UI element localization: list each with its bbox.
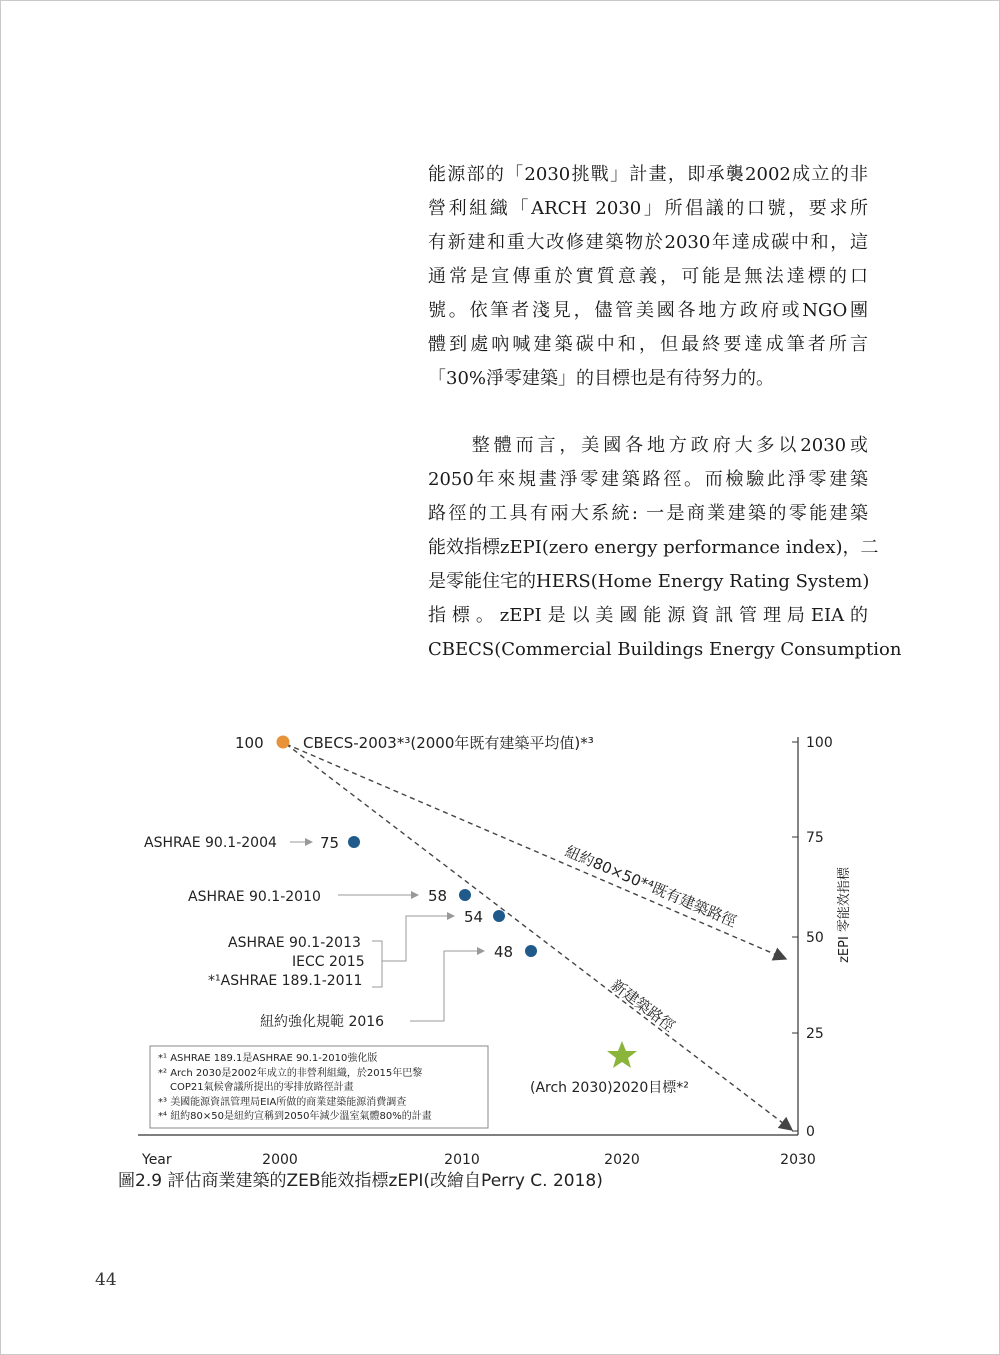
- page-number: 44: [95, 1270, 117, 1290]
- y-axis-title: zEPI 零能效指標: [837, 867, 852, 963]
- existing-path-label: 紐約80×50*⁴既有建築路徑: [562, 842, 740, 931]
- text-line: 2050年來規畫淨零建築路徑。而檢驗此淨零建築: [428, 469, 868, 490]
- text-line: 「30%淨零建築」的目標也是有待努力的。: [428, 368, 775, 389]
- y-tick-label: 50: [806, 930, 824, 946]
- ashrae-189-label: *¹ASHRAE 189.1-2011: [208, 973, 363, 989]
- target-label: (Arch 2030)2020目標*²: [530, 1080, 689, 1096]
- arrow-line: [410, 951, 484, 1021]
- chart-point-ashrae-2004: [348, 836, 360, 848]
- point-value-label: 75: [320, 834, 340, 852]
- cbecs-label: CBECS-2003*³(2000年既有建築平均值)*³: [303, 734, 594, 752]
- text-line: 指標。zEPI是以美國能源資訊管理局EIA的: [428, 605, 868, 626]
- note-line: *⁴ 紐約80×50是紐約宣稱到2050年減少溫室氣體80%的計畫: [158, 1111, 432, 1122]
- text-line: 體到處吶喊建築碳中和，但最終要達成筆者所言: [428, 334, 868, 355]
- text-line: 能效指標zEPI(zero energy performance index)，二: [428, 537, 879, 558]
- x-tick-label: 2030: [780, 1152, 816, 1168]
- y-tick-label: 0: [806, 1124, 815, 1140]
- ashrae-2013-label: ASHRAE 90.1-2013: [228, 935, 361, 951]
- chart-point-cbecs: [277, 736, 290, 749]
- text-line: 有新建和重大改修建築物於2030年達成碳中和，這: [428, 232, 868, 253]
- chart-point-ashrae-2013: [493, 910, 505, 922]
- paragraph-2: [428, 429, 902, 667]
- x-tick-label: 2020: [604, 1152, 640, 1168]
- paragraph-1: [428, 158, 868, 396]
- ashrae-2004-label: ASHRAE 90.1-2004: [144, 835, 277, 851]
- y-tick-label: 75: [806, 830, 824, 846]
- text-line: CBECS(Commercial Buildings Energy Consumption: [428, 639, 902, 660]
- arrow-line: [382, 916, 454, 961]
- point-value-label: 48: [494, 943, 514, 961]
- note-line: *³ 美國能源資訊管理局EIA所做的商業建築能源消費調查: [158, 1097, 407, 1108]
- note-line: *² Arch 2030是2002年成立的非營利組織，於2015年巴黎: [158, 1068, 423, 1079]
- ny-2016-label: 紐約強化規範 2016: [260, 1014, 385, 1030]
- text-line: 號。依筆者淺見，儘管美國各地方政府或NGO團: [428, 300, 868, 321]
- chart-point-ny-2016: [525, 945, 537, 957]
- note-line: *¹ ASHRAE 189.1是ASHRAE 90.1-2010強化版: [158, 1053, 378, 1064]
- x-tick-label: 2000: [262, 1152, 298, 1168]
- star-icon: [607, 1041, 637, 1068]
- text-line: 營利組織「ARCH 2030」所倡議的口號，要求所: [428, 198, 868, 219]
- chart-point-ashrae-2010: [459, 889, 471, 901]
- point-value-label: 58: [428, 887, 448, 905]
- text-line: 整體而言，美國各地方政府大多以2030或: [428, 435, 868, 456]
- y-tick-label: 100: [806, 735, 833, 751]
- ashrae-2010-label: ASHRAE 90.1-2010: [188, 889, 321, 905]
- text-line: 通常是宣傳重於實質意義，可能是無法達標的口: [428, 266, 868, 287]
- zepi-chart: [110, 715, 850, 1170]
- note-line: COP21氣候會議所提出的零排放路徑計畫: [170, 1082, 354, 1093]
- new-path-label: 新建築路徑: [607, 975, 679, 1036]
- x-tick-label: 2010: [444, 1152, 480, 1168]
- existing-building-path-line: [286, 744, 786, 959]
- point-value-label: 54: [464, 908, 484, 926]
- text-line: 能源部的「2030挑戰」計畫，即承襲2002成立的非: [428, 164, 868, 185]
- point-value-label: 100: [235, 734, 264, 752]
- figure-caption: 圖2.9 評估商業建築的ZEB能效指標zEPI(改繪自Perry C. 2018): [118, 1171, 603, 1191]
- text-line: 是零能住宅的HERS(Home Energy Rating System): [428, 571, 870, 592]
- text-line: 路徑的工具有兩大系統: 一是商業建築的零能建築: [428, 503, 868, 524]
- iecc-2015-label: IECC 2015: [292, 954, 365, 970]
- x-axis-title: Year: [142, 1152, 172, 1168]
- y-tick-label: 25: [806, 1026, 824, 1042]
- bracket-line: [372, 941, 382, 987]
